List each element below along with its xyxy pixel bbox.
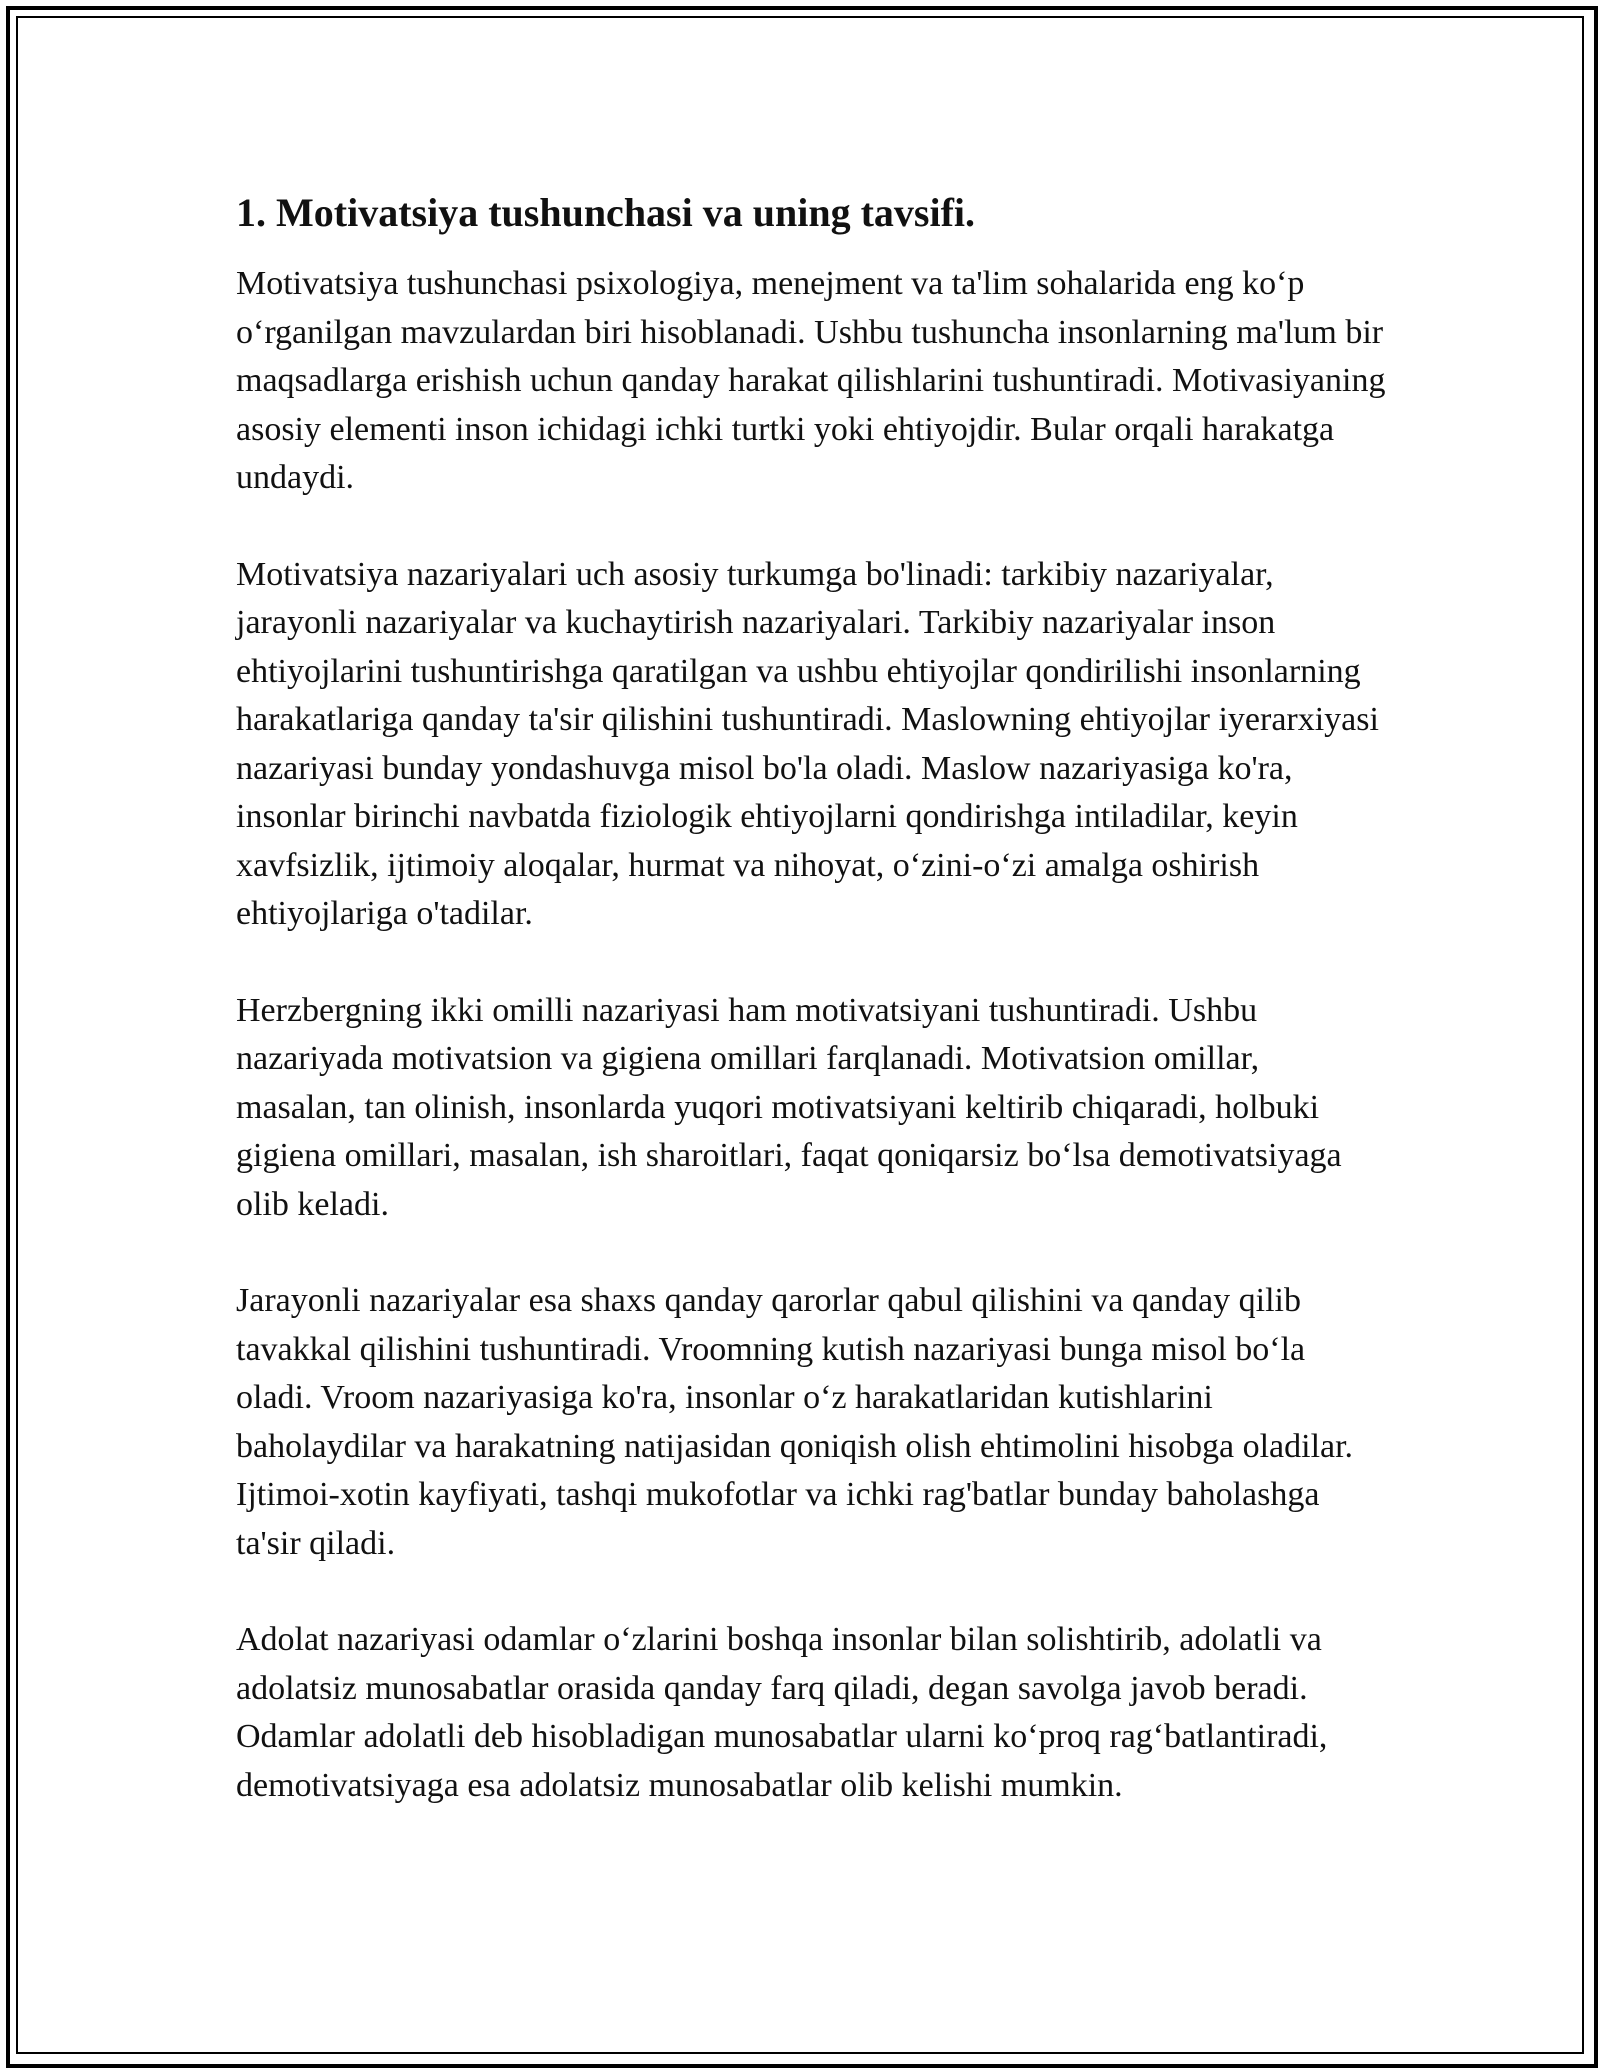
document-body [236,186,1386,1810]
paragraph-herzberg-theory: Herzbergning ikki omilli nazariyasi ham motivatsiyani tushuntiradi. Ushbu nazariyada motivatsion va gigiena omillari farqlanadi. Motivatsion omillar, masalan, tan olinish, insonlarda yuqori motivatsiyani keltirib chiqaradi, holbuki gigiena omillari, masalan, ish sharoitlari, faqat qoniqarsiz bo‘lsa demotivatsiyaga olib keladi. [236,991,1342,1223]
paragraph-motivation-concept: Motivatsiya tushunchasi psixologiya, menejment va ta'lim sohalarida eng ko‘p o‘rganilgan mavzulardan biri hisoblanadi. Ushbu tushuncha insonlarning ma'lum bir maqsadlarga erishish uchun qanday harakat qilishlarini tushuntiradi. Motivasiyaning asosiy elementi inson ichidagi ichki turtki yoki ehtiyojdir. Bular orqali harakatga undaydi. [236,265,1386,496]
paragraph-process-theories: Jarayonli nazariyalar esa shaxs qanday qarorlar qabul qilishini va qanday qilib tavakkal qilishini tushuntiradi. Vroomning kutish nazariyasi bunga misol bo‘la oladi. Vroom nazariyasiga ko'ra, insonlar o‘z harakatlaridan kutishlarini baholaydilar va harakatning natijasidan qoniqish olish ehtimolini hisobga oladilar. Ijtimoi-xotin kayfiyati, tashqi mukofotlar va ichki rag'batlar bunday baholashga ta'sir qiladi. [236,1282,1354,1562]
paragraph-equity-theory: Adolat nazariyasi odamlar o‘zlarini boshqa insonlar bilan solishtirib, adolatli va adolatsiz munosabatlar orasida qanday farq qiladi, degan savolga javob beradi. Odamlar adolatli deb hisobladigan munosabatlar ularni ko‘proq rag‘batlantiradi, demotivatsiyaga esa adolatsiz munosabatlar olib kelishi mumkin. [236,1621,1328,1804]
paragraph-content-theories: Motivatsiya nazariyalari uch asosiy turkumga bo'linadi: tarkibiy nazariyalar, jarayonli nazariyalar va kuchaytirish nazariyalari. Tarkibiy nazariyalar inson ehtiyojlarini tushuntirishga qaratilgan va ushbu ehtiyojlar qondirilishi insonlarning harakatlariga qanday ta'sir qilishini tushuntiradi. Maslowning ehtiyojlar iyerarxiyasi nazariyasi bunday yondashuvga misol bo'la oladi. Maslow nazariyasiga ko'ra, insonlar birinchi navbatda fiziologik ehtiyojlarni qondirishga intiladilar, keyin xavfsizlik, ijtimoiy aloqalar, hurmat va nihoyat, o‘zini-o‘zi amalga oshirish ehtiyojlariga o'tadilar. [236,555,1379,932]
document-title: 1. Motivatsiya tushunchasi va uning tavsifi. [236,190,976,235]
